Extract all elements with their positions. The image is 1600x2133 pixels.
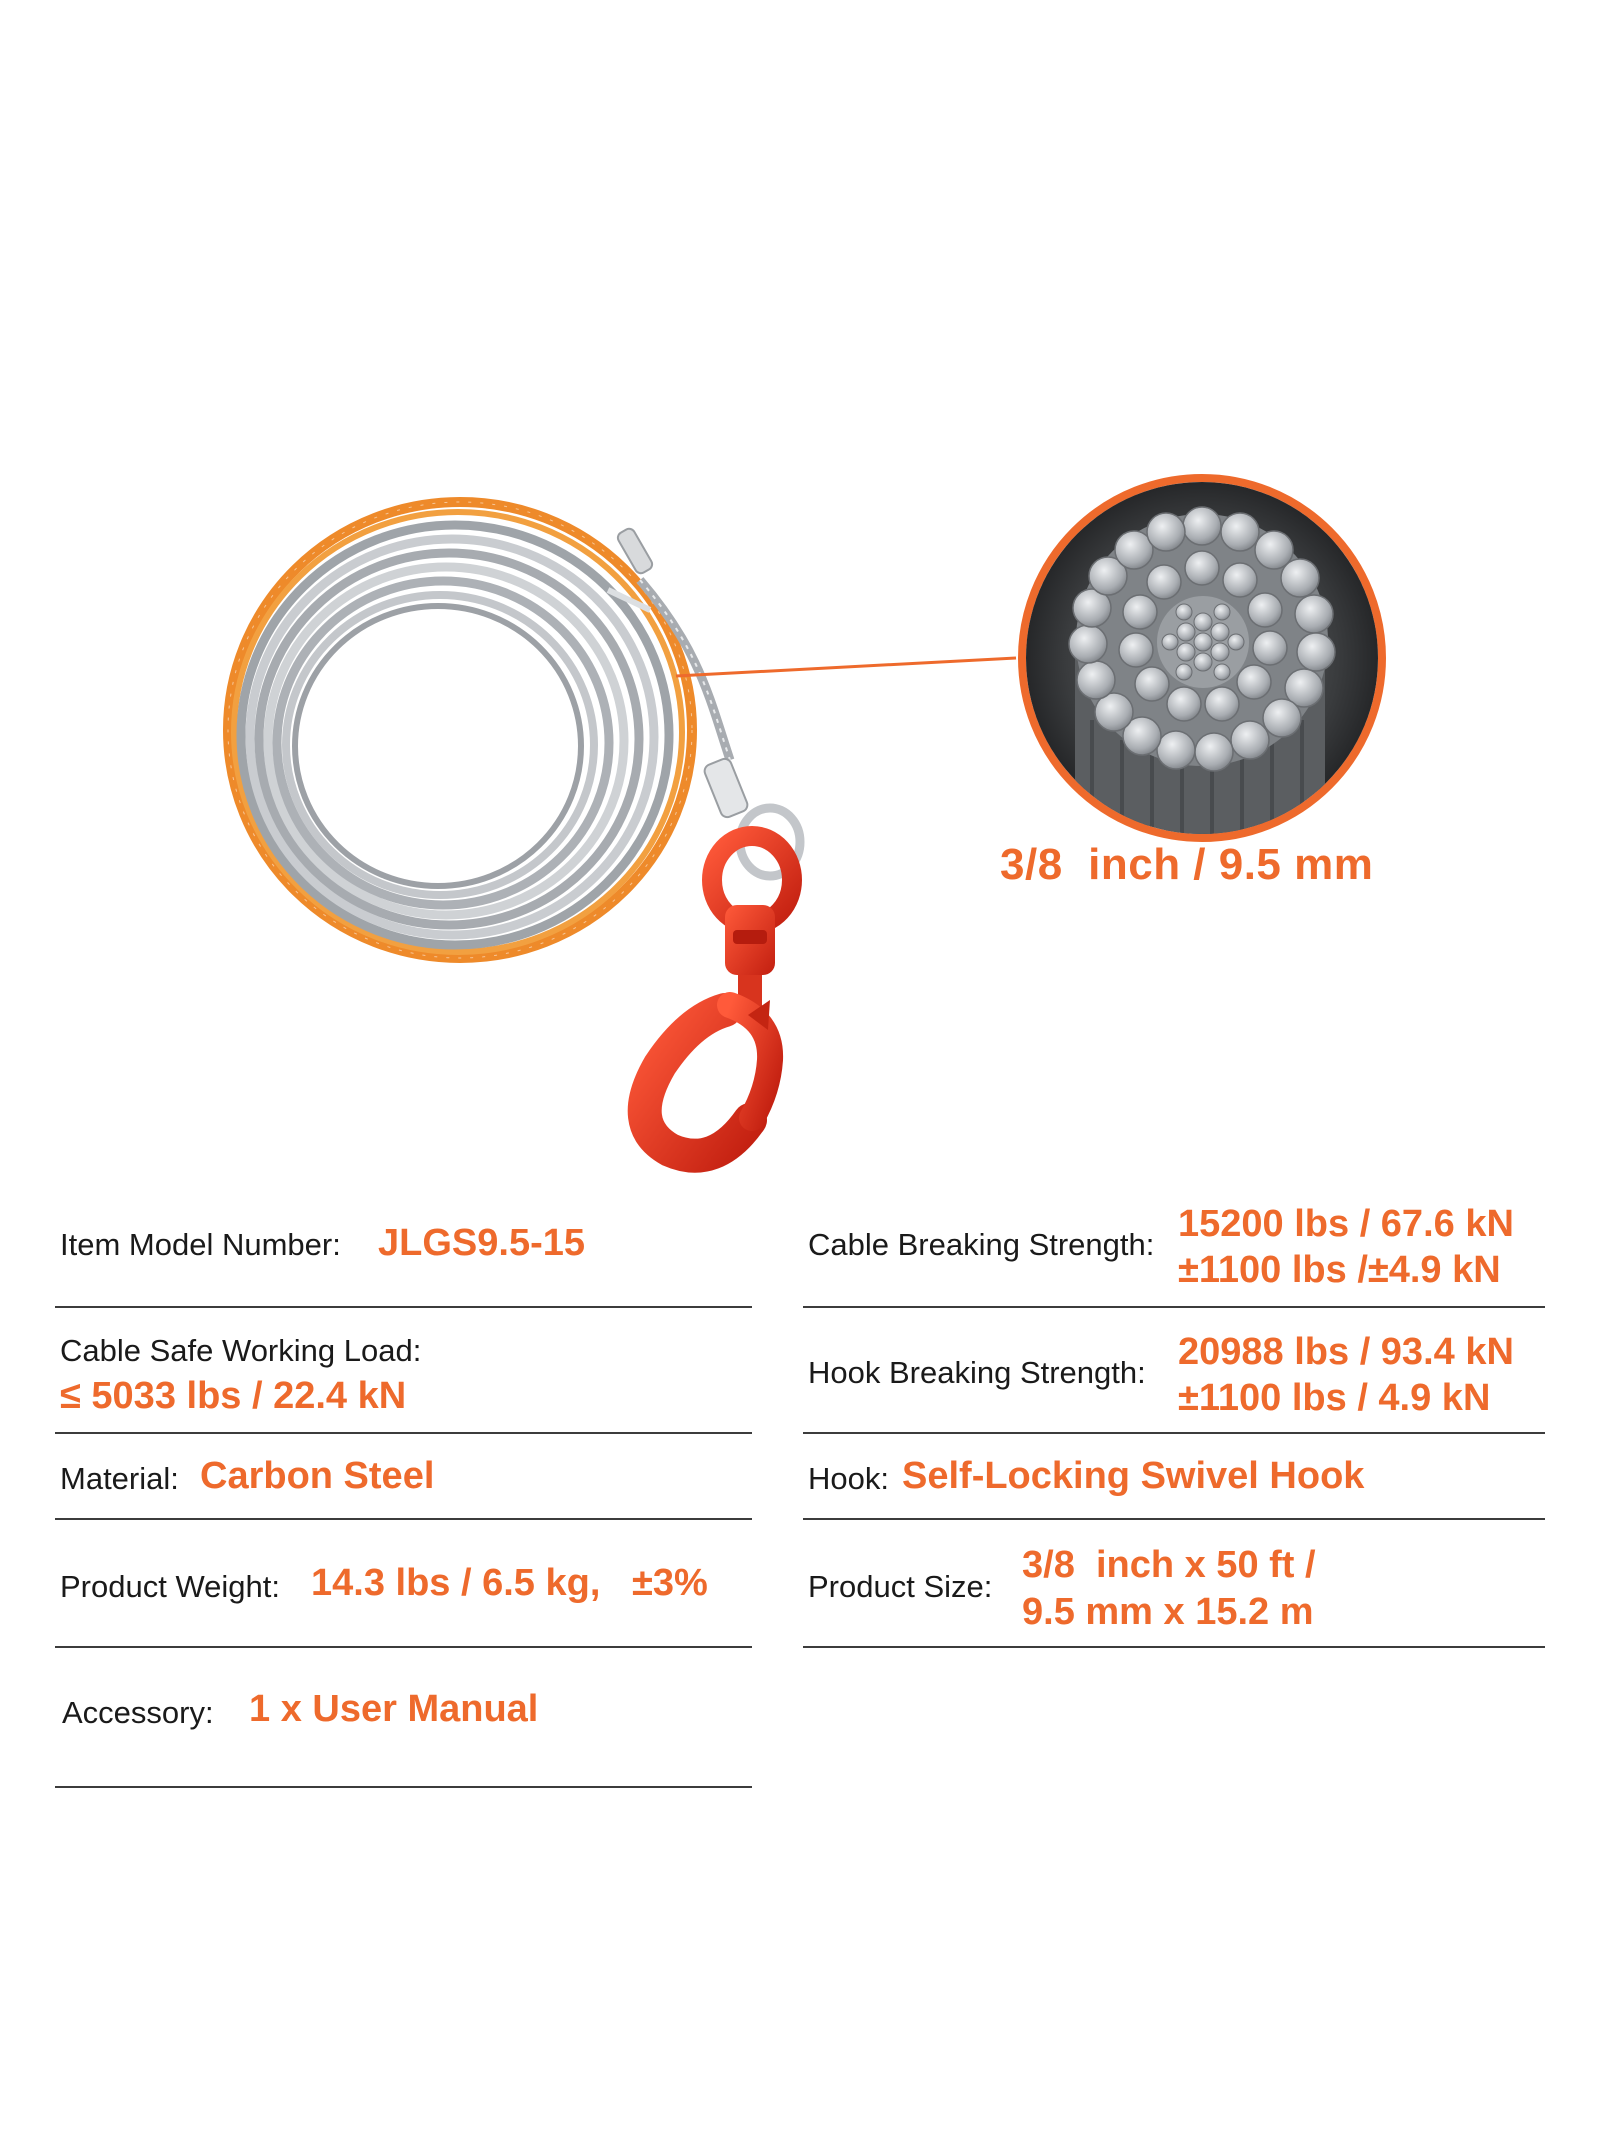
spec-value-metric: 9.5 mm x 15.2 m <box>1022 1591 1314 1633</box>
callout-line <box>676 658 1016 676</box>
spec-label: Cable Safe Working Load: <box>60 1333 422 1368</box>
divider <box>55 1518 752 1520</box>
spec-label: Hook Breaking Strength: <box>808 1355 1146 1390</box>
spec-label: Material: <box>60 1461 179 1496</box>
spec-value: ≤ 5033 lbs / 22.4 kN <box>60 1375 407 1417</box>
spec-value: 20988 lbs / 93.4 kN <box>1178 1331 1514 1373</box>
divider <box>55 1432 752 1434</box>
spec-label: Item Model Number: <box>60 1227 341 1262</box>
spec-label: Product Weight: <box>60 1569 280 1604</box>
spec-value: Carbon Steel <box>200 1455 435 1497</box>
swivel-hook-icon <box>645 836 792 1156</box>
spec-value: JLGS9.5-15 <box>378 1222 585 1264</box>
spec-label: Cable Breaking Strength: <box>808 1227 1155 1262</box>
spec-value: 15200 lbs / 67.6 kN <box>1178 1203 1514 1245</box>
spec-value: 1 x User Manual <box>249 1688 539 1730</box>
spec-value: 3/8 inch x 50 ft / <box>1022 1544 1316 1586</box>
divider <box>55 1646 752 1648</box>
spec-label: Accessory: <box>62 1695 214 1730</box>
cable-cross-section-icon <box>1022 478 1382 870</box>
spec-value-tolerance: ±1100 lbs / 4.9 kN <box>1178 1377 1491 1419</box>
divider <box>803 1518 1545 1520</box>
divider <box>55 1786 752 1788</box>
divider <box>803 1432 1545 1434</box>
spec-label: Hook: <box>808 1461 889 1496</box>
divider <box>55 1306 752 1308</box>
spec-value-tolerance: ±1100 lbs /±4.9 kN <box>1178 1249 1501 1291</box>
divider <box>803 1646 1545 1648</box>
divider <box>803 1306 1545 1308</box>
spec-label: Product Size: <box>808 1569 993 1604</box>
cable-size-label: 3/8 inch / 9.5 mm <box>1000 840 1374 889</box>
spec-value: Self-Locking Swivel Hook <box>902 1455 1365 1497</box>
spec-value: 14.3 lbs / 6.5 kg, ±3% <box>311 1562 708 1604</box>
